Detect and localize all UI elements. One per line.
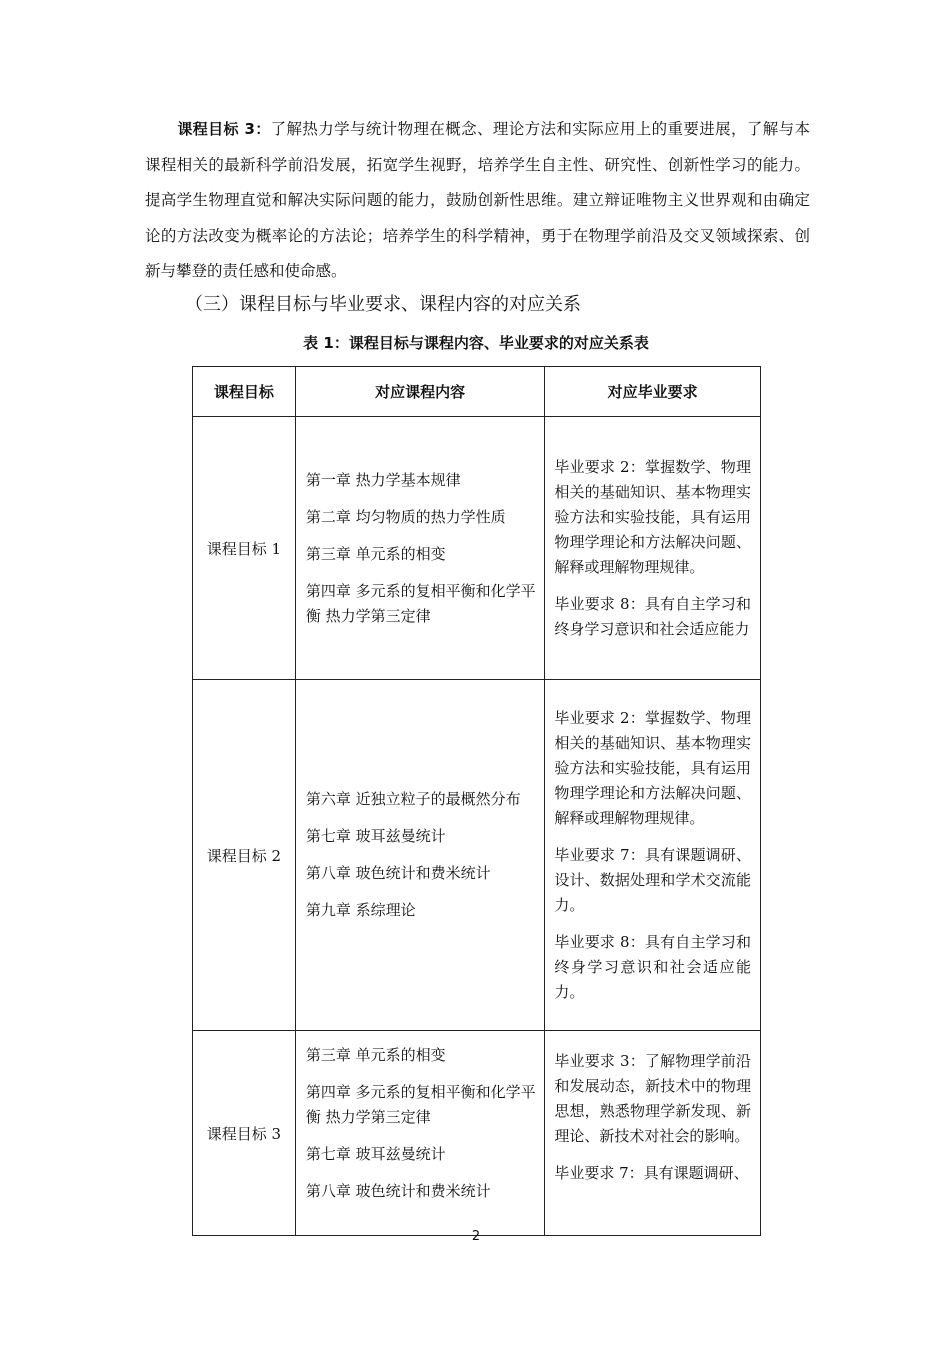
table-row [193,680,761,1031]
header-requirement: 对应毕业要求 [545,367,761,417]
requirement-item: 毕业要求 8：具有自主学习和终身学习意识和社会适应能力。 [554,932,751,1001]
course-goal-3-paragraph [145,112,810,290]
table-row [193,417,761,680]
content-cell [295,680,545,1031]
course-goal-3-lead: 课程目标 3： [177,120,271,138]
goal-cell: 课程目标 3 [193,1031,296,1236]
chapter-item: 第八章 玻色统计和费米统计 [305,1182,491,1200]
requirement-item: 毕业要求 3：了解物理学前沿和发展动态，新技术中的物理思想，熟悉物理学新发现、新理论、新技术对社会的影响。 [554,1052,751,1145]
chapter-item: 第六章 近独立粒子的最概然分布 [305,790,521,808]
table-caption: 表 1：课程目标与课程内容、毕业要求的对应关系表 [303,334,649,352]
requirement-item: 毕业要求 2：掌握数学、物理相关的基础知识、基本物理实验方法和实验技能，具有运用物理学理论和方法解决问题、解释或理解物理规律。 [554,457,751,576]
requirement-item: 毕业要求 7：具有课题调研、设计、数据处理和学术交流能力。 [554,845,751,914]
chapter-item: 第二章 均匀物质的热力学性质 [305,507,506,526]
chapter-item: 第三章 单元系的相变 [305,1046,446,1064]
requirement-cell [545,1031,761,1236]
requirement-item: 毕业要求 2：掌握数学、物理相关的基础知识、基本物理实验方法和实验技能，具有运用物理学理论和方法解决问题、解释或理解物理规律。 [554,708,751,827]
header-goal: 课程目标 [193,367,296,417]
goal-cell: 课程目标 1 [193,417,296,680]
course-goal-3-text: 了解热力学与统计物理在概念、理论方法和实际应用上的重要进展，了解与本课程相关的最新科学前沿发展，拓宽学生视野，培养学生自主性、研究性、创新性学习的能力。提高学生物理直觉和解决实际问题的能力，鼓励创新性思维。建立辩证唯物主义世界观和由确定论的方法改变为概率论的方法论；培养学生的科学精神，勇于在物理学前沿及交叉领域探索、创新与攀登的责任感和使命感。 [145,120,810,280]
header-content: 对应课程内容 [295,367,545,417]
table-row [193,1031,761,1236]
content-cell [295,1031,545,1236]
chapter-item: 第八章 玻色统计和费米统计 [305,864,491,882]
chapter-item: 第七章 玻耳兹曼统计 [305,827,446,845]
chapter-item: 第四章 多元系的复相平衡和化学平衡 热力学第三定律 [305,581,536,625]
chapter-item: 第七章 玻耳兹曼统计 [305,1145,446,1163]
requirement-item: 毕业要求 7：具有课题调研、 [554,1164,749,1182]
content-cell [295,417,545,680]
section-title: （三）课程目标与毕业要求、课程内容的对应关系 [185,294,581,315]
requirement-cell [545,417,761,680]
requirement-item: 毕业要求 8：具有自主学习和终身学习意识和社会适应能力 [554,594,751,638]
requirement-cell [545,680,761,1031]
chapter-item: 第九章 系综理论 [305,901,416,919]
goal-cell: 课程目标 2 [193,680,296,1031]
mapping-table [192,366,761,1236]
chapter-item: 第一章 热力学基本规律 [305,470,461,489]
chapter-item: 第四章 多元系的复相平衡和化学平衡 热力学第三定律 [305,1083,536,1126]
page-number: 2 [471,1229,481,1244]
chapter-item: 第三章 单元系的相变 [305,544,446,563]
table-header-row [193,367,761,417]
